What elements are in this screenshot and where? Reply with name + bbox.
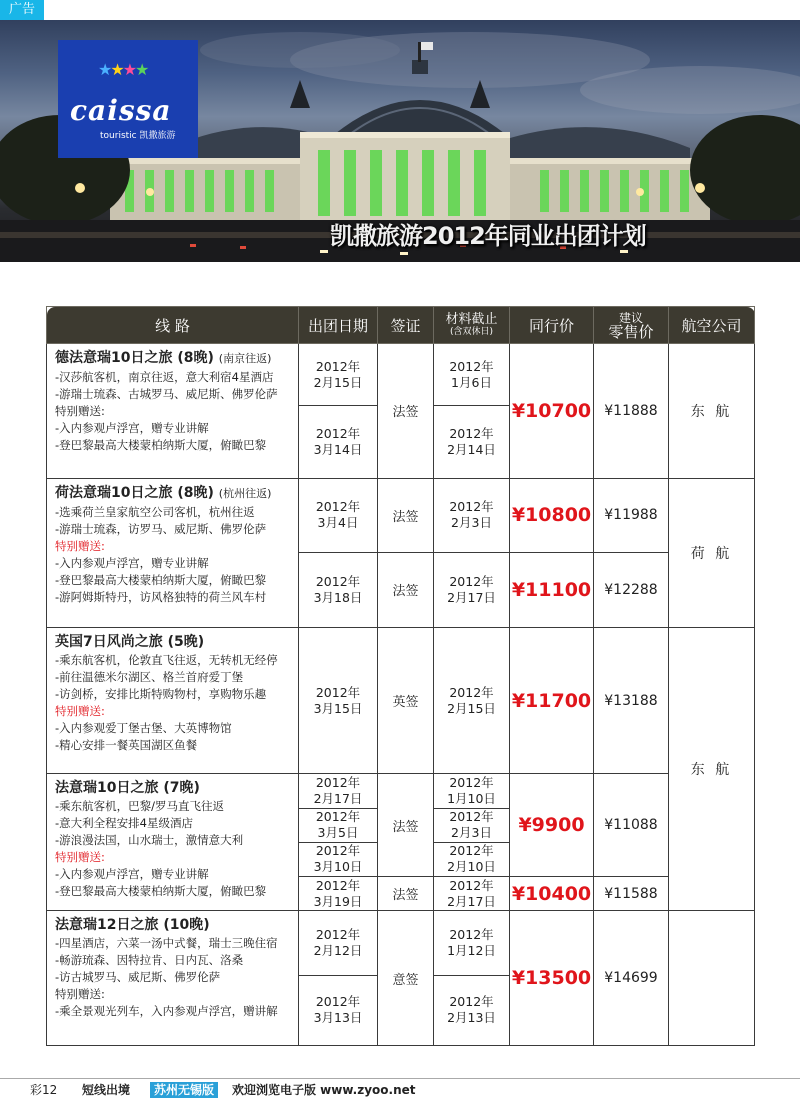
route-cell (47, 478, 299, 627)
ad-tag: 广告 (0, 0, 44, 20)
header-deadline-note: (含双休日) (449, 327, 494, 337)
header-peer-price: 同行价 (510, 307, 594, 344)
departure-date: 2012年 3月5日 (299, 808, 378, 842)
table-row (47, 911, 755, 975)
retail-price: ¥11588 (594, 876, 669, 910)
retail-price: ¥14699 (594, 911, 669, 1046)
deadline-date: 2012年 1月10日 (434, 774, 510, 808)
banner-title: 凯撒旅游2012年同业出团计划 (330, 222, 646, 250)
departure-date: 2012年 3月19日 (299, 876, 378, 910)
route-title: 英国7日风尚之旅 (5晚) (55, 633, 205, 650)
route-line: -选乘荷兰皇家航空公司客机，杭州往返 (55, 504, 255, 519)
peer-price: ¥11100 (510, 553, 594, 627)
region-badge: 苏州无锡版 (150, 1082, 218, 1098)
departure-date: 2012年 3月15日 (299, 627, 378, 774)
header-deadline (434, 307, 510, 344)
departure-date: 2012年 3月18日 (299, 553, 378, 627)
departure-date: 2012年 2月12日 (299, 911, 378, 975)
deadline-date: 2012年 2月10日 (434, 842, 510, 876)
departure-date: 2012年 2月15日 (299, 344, 378, 406)
route-title: 荷法意瑞10日之旅 (8晚) (杭州往返) (55, 484, 272, 501)
departure-date: 2012年 3月14日 (299, 406, 378, 478)
route-cell (47, 911, 299, 1046)
departure-date: 2012年 3月4日 (299, 478, 378, 552)
logo-sub: touristic 凯撒旅游 (100, 131, 176, 141)
route-line: -乘东航客机，伦敦直飞往返，无转机无经停 (55, 652, 278, 667)
route-line: -四星酒店，六菜一汤中式餐，瑞士三晚住宿 (55, 936, 278, 951)
visa-type: 法签 (378, 774, 434, 877)
table-row (47, 344, 755, 406)
table-header-row (47, 307, 755, 344)
route-cell (47, 774, 299, 911)
route-line: -入内参观卢浮宫，赠专业讲解 (55, 555, 209, 570)
deadline-date: 2012年 2月17日 (434, 553, 510, 627)
header-visa: 签证 (378, 307, 434, 344)
visa-type: 英签 (378, 627, 434, 774)
header-deadline-label: 材料截止 (445, 312, 498, 327)
peer-price: ¥11700 (510, 627, 594, 774)
route-line: -前往温德米尔湖区、格兰首府爱丁堡 (55, 669, 244, 684)
route-line: 特别赠送: (55, 538, 105, 553)
route-line: -汉莎航客机，南京往返，意大利宿4星酒店 (55, 370, 274, 384)
route-line: -入内参观卢浮宫，赠专业讲解 (55, 421, 209, 435)
hero-banner (0, 20, 800, 262)
caissa-logo (58, 40, 198, 158)
website-link[interactable]: 欢迎浏览电子版 www.zyoo.net (232, 1083, 416, 1097)
airline: 东 航 (669, 344, 755, 479)
route-line: 特别赠送: (55, 703, 105, 718)
deadline-date: 2012年 2月3日 (434, 478, 510, 552)
route-line: -登巴黎最高大楼蒙柏纳斯大厦，俯瞰巴黎 (55, 438, 267, 452)
visa-type: 法签 (378, 876, 434, 910)
deadline-date: 2012年 1月6日 (434, 344, 510, 406)
route-line: 特别赠送: (55, 850, 105, 865)
deadline-date: 2012年 2月17日 (434, 876, 510, 910)
peer-price: ¥9900 (510, 774, 594, 877)
visa-type: 法签 (378, 344, 434, 479)
section-name: 短线出境 (82, 1083, 131, 1097)
table-row (47, 478, 755, 552)
route-title: 法意瑞10日之旅 (7晚) (55, 780, 200, 797)
airline-empty (669, 911, 755, 1046)
header-retail (594, 307, 669, 344)
route-line: -乘全景观光列车，入内参观卢浮宫，赠讲解 (55, 1004, 278, 1019)
route-line: -入内参观卢浮宫，赠专业讲解 (55, 867, 209, 882)
departure-date: 2012年 2月17日 (299, 774, 378, 808)
airline: 荷 航 (669, 478, 755, 627)
header-retail-bottom: 零售价 (608, 323, 654, 341)
retail-price: ¥11088 (594, 774, 669, 877)
logo-brand: caissa (70, 94, 172, 127)
header-airline: 航空公司 (669, 307, 755, 344)
route-line: 特别赠送: (55, 404, 105, 418)
retail-price: ¥11888 (594, 344, 669, 479)
deadline-date: 2012年 2月14日 (434, 406, 510, 478)
header-route: 线 路 (47, 307, 299, 344)
header-date: 出团日期 (299, 307, 378, 344)
peer-price: ¥10800 (510, 478, 594, 552)
deadline-date: 2012年 2月13日 (434, 975, 510, 1045)
route-title: 法意瑞12日之旅 (10晚) (55, 917, 210, 934)
departure-date: 2012年 3月10日 (299, 842, 378, 876)
route-line: -游浪漫法国，山水瑞士，激情意大利 (55, 833, 244, 848)
peer-price: ¥10400 (510, 876, 594, 910)
header-retail-top: 建议 (618, 311, 643, 325)
route-line: -游阿姆斯特丹，访风格独特的荷兰风车村 (55, 589, 267, 604)
route-line: -访剑桥，安排比斯特购物村，享购物乐趣 (55, 686, 267, 701)
page-footer (0, 1078, 800, 1100)
deadline-date: 2012年 2月15日 (434, 627, 510, 774)
retail-price: ¥11988 (594, 478, 669, 552)
stars-icon: ★★★★ (98, 60, 148, 79)
route-line: -游瑞士琉森，访罗马、威尼斯、佛罗伦萨 (55, 521, 267, 536)
route-cell (47, 344, 299, 479)
retail-price: ¥13188 (594, 627, 669, 774)
peer-price: ¥13500 (510, 911, 594, 1046)
route-title: 德法意瑞10日之旅 (8晚) (南京往返) (55, 350, 272, 366)
page-number: 彩12 (30, 1083, 58, 1097)
table-row (47, 774, 755, 808)
route-line: -畅游琉森、因特拉肯、日内瓦、洛桑 (55, 953, 244, 968)
visa-type: 法签 (378, 478, 434, 552)
route-line: -乘东航客机，巴黎/罗马直飞往返 (55, 799, 225, 814)
route-line: -登巴黎最高大楼蒙柏纳斯大厦，俯瞰巴黎 (55, 572, 267, 587)
deadline-date: 2012年 1月12日 (434, 911, 510, 975)
peer-price: ¥10700 (510, 344, 594, 479)
route-line: 特别赠送: (55, 987, 105, 1002)
route-line: -入内参观爱丁堡古堡、大英博物馆 (55, 720, 232, 735)
route-line: -访古城罗马、威尼斯、佛罗伦萨 (55, 970, 221, 985)
visa-type: 法签 (378, 553, 434, 627)
route-line: -登巴黎最高大楼蒙柏纳斯大厦，俯瞰巴黎 (55, 884, 267, 899)
route-cell (47, 627, 299, 774)
route-line: -精心安排一餐英国湖区鱼餐 (55, 737, 198, 752)
visa-type: 意签 (378, 911, 434, 1046)
table-row (47, 627, 755, 774)
airline: 东 航 (669, 627, 755, 911)
departure-date: 2012年 3月13日 (299, 975, 378, 1045)
tour-plan-table (46, 306, 755, 1046)
route-line: -游瑞士琉森、古城罗马、威尼斯、佛罗伦萨 (55, 387, 278, 401)
deadline-date: 2012年 2月3日 (434, 808, 510, 842)
route-line: -意大利全程安排4星级酒店 (55, 816, 193, 831)
retail-price: ¥12288 (594, 553, 669, 627)
